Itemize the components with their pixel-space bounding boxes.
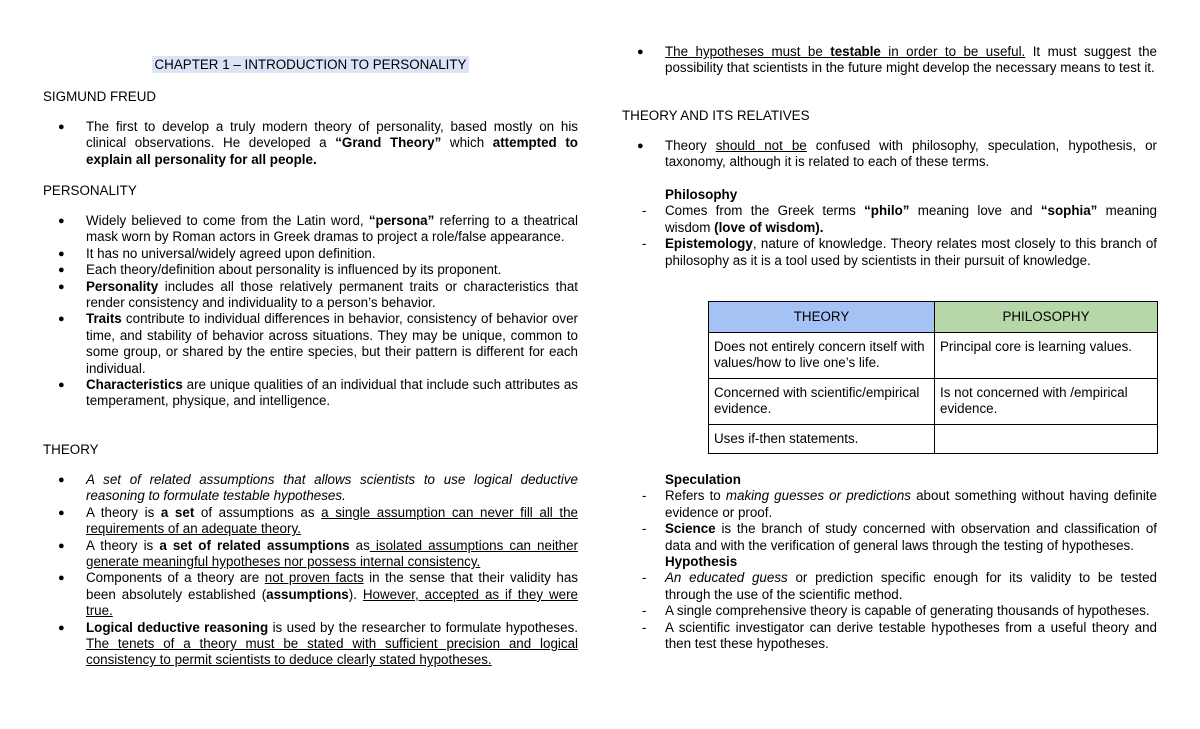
theory-philosophy-table	[708, 301, 1158, 454]
list-item: - Comes from the Greek terms “philo” meaning love and “sophia” meaning wisdom (love of wisdom).	[622, 203, 1157, 236]
relatives-list	[622, 138, 1157, 171]
table-cell: Principal core is learning values.	[935, 333, 1158, 379]
philosophy-list	[622, 203, 1157, 269]
list-item: ● It has no universal/widely agreed upon definition.	[43, 246, 578, 262]
list-item: - An educated guess or prediction specific enough for its validity to be tested through the use of the scientific method.	[622, 570, 1157, 603]
table-cell: Uses if-then statements.	[709, 424, 935, 453]
theory-list	[43, 472, 578, 669]
list-item: ● Personality includes all those relatively permanent traits or characteristics that render consistency and individuality to a person’s behavior.	[43, 279, 578, 312]
heading-sigmund-freud: SIGMUND FREUD	[43, 89, 157, 104]
list-item: ● A set of related assumptions that allows scientists to use logical deductive reasoning to formulate testable hypotheses.	[43, 472, 578, 505]
freud-list	[43, 119, 578, 168]
list-item: - Epistemology, nature of knowledge. Theory relates most closely to this branch of philosophy as it is a tool used by scientists in their pursuit of knowledge.	[622, 236, 1157, 269]
heading-personality: PERSONALITY	[43, 183, 137, 198]
table-cell: Is not concerned with /empirical evidence.	[935, 378, 1158, 424]
table-row	[709, 333, 1158, 379]
list-item: - Refers to making guesses or predictions about something without having definite evidence or proof.	[622, 488, 1157, 521]
testable-list	[622, 44, 1157, 77]
speculation-list	[622, 488, 1157, 554]
list-item: - Science is the branch of study concerned with observation and classification of data and with the verification of general laws through the testing of hypotheses.	[622, 521, 1157, 554]
table-row	[709, 378, 1158, 424]
heading-theory: THEORY	[43, 442, 99, 457]
list-item: - A single comprehensive theory is capable of generating thousands of hypotheses.	[622, 603, 1157, 619]
table-cell: Does not entirely concern itself with values/how to live one’s life.	[709, 333, 935, 379]
list-item: ● Widely believed to come from the Latin word, “persona” referring to a theatrical mask worn by Roman actors in Greek dramas to project a role/false appearance.	[43, 213, 578, 246]
list-item: - A scientific investigator can derive testable hypotheses from a useful theory and then test these hypotheses.	[622, 620, 1157, 653]
speculation-heading: Speculation	[665, 472, 741, 487]
list-item: ● Characteristics are unique qualities of an individual that include such attributes as temperament, physique, and intelligence.	[43, 377, 578, 410]
list-item: ● Logical deductive reasoning is used by the researcher to formulate hypotheses. The tenets of a theory must be stated with sufficient precision and logical consistency to permit scientists to deduce clearly stated hypotheses.	[43, 620, 578, 669]
list-item: ● Components of a theory are not proven facts in the sense that their validity has been absolutely established (assumptions). However, accepted as if they were true.	[43, 570, 578, 619]
personality-list	[43, 213, 578, 410]
list-item: ● The hypotheses must be testable in order to be useful. It must suggest the possibility that scientists in the future might develop the necessary means to test it.	[622, 44, 1157, 77]
list-item: ● The first to develop a truly modern theory of personality, based mostly on his clinical observations. He developed a “Grand Theory” which attempted to explain all personality for all people.	[43, 119, 578, 168]
speculation-section	[665, 472, 1157, 652]
chapter-title: CHAPTER 1 – INTRODUCTION TO PERSONALITY	[154, 57, 467, 72]
heading-theory-relatives: THEORY AND ITS RELATIVES	[622, 108, 810, 123]
philosophy-heading: Philosophy	[665, 187, 738, 202]
philosophy-section	[665, 187, 1157, 269]
list-item: ● Each theory/definition about personality is influenced by its proponent.	[43, 262, 578, 278]
list-item: ● A theory is a set of related assumptions as isolated assumptions can neither generate meaningful hypotheses nor possess internal consistency.	[43, 538, 578, 571]
table-row	[709, 424, 1158, 453]
hypothesis-list	[622, 570, 1157, 652]
list-item: ● Theory should not be confused with philosophy, speculation, hypothesis, or taxonomy, although it is related to each of these terms.	[622, 138, 1157, 171]
table-cell	[935, 424, 1158, 453]
table-header-row	[709, 302, 1158, 333]
list-item: ● A theory is a set of assumptions as a single assumption can never fill all the requirements of an adequate theory.	[43, 505, 578, 538]
table-header-theory: THEORY	[709, 302, 935, 333]
table-cell: Concerned with scientific/empirical evidence.	[709, 378, 935, 424]
table-header-philosophy: PHILOSOPHY	[935, 302, 1158, 333]
list-item: ● Traits contribute to individual differences in behavior, consistency of behavior over time, and stability of behavior across situations. They may be unique, common to some group, or shared by the entire species, but their pattern is different for each individual.	[43, 311, 578, 377]
hypothesis-heading: Hypothesis	[665, 554, 738, 570]
